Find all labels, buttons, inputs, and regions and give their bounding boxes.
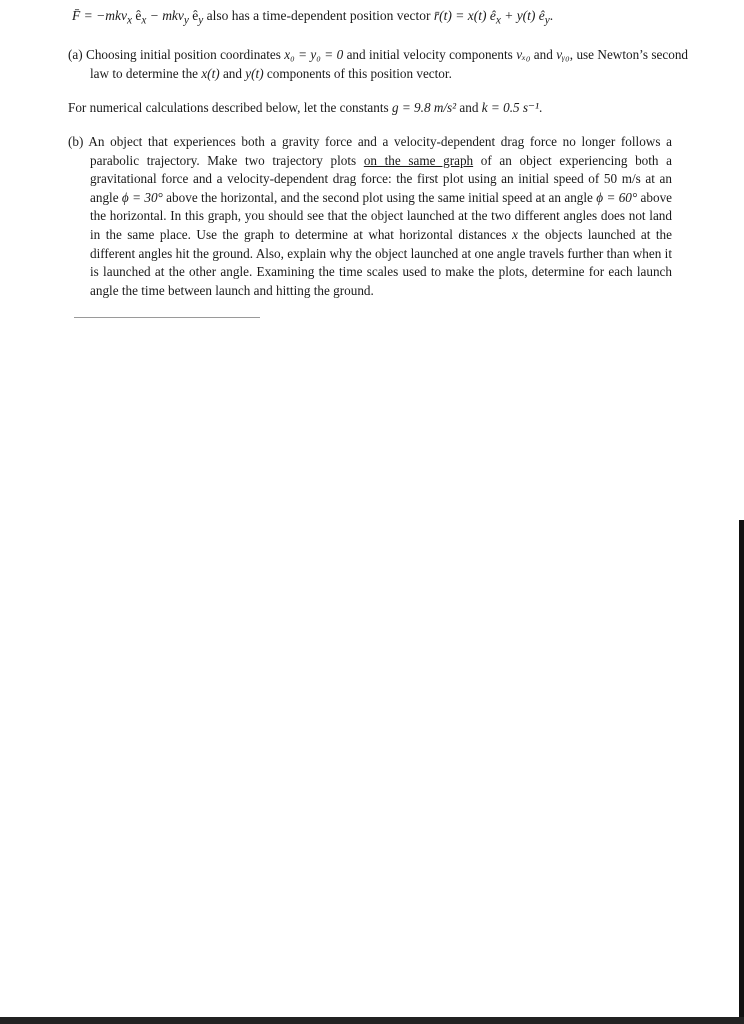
force-symbol: F̄: [72, 8, 81, 23]
part-b-paragraph: (b) An object that experiences both a gravity force and a velocity-dependent drag force no longer follows a parabolic trajectory. Make two trajectory plots on the same graph of an object experiencing both a gravitational force and a velocity-dependent drag force: the first plot using an initial speed of 50 m/s at an angle ϕ = 30° above the horizontal, and the second plot using the same initial speed at an angle ϕ = 60° above the horizontal. In this graph, you should see that the object launched at the two different angles does not land in the same place. Use the graph to determine at what horizontal distances x the objects launched at the different angles hit the ground. Also, explain why the object launched at one angle travels further than when it is launched at the other angle. Examining the time scales used to make the plots, determine for each launch angle the time between launch and hitting the ground.: [68, 134, 673, 298]
part-a-label: (a): [68, 47, 87, 62]
position-vector: r̄(t) = x(t) ê: [433, 8, 496, 23]
part-b-label: (b): [68, 134, 89, 149]
gravity-constant: g = 9.8 m/s²: [391, 100, 457, 115]
part-a-paragraph: (a) Choosing initial position coordinates x₀ = y₀ = 0 and initial velocity components vₓ₀ and vᵧ₀, use Newton’s second law to determine the x(t) and y(t) components of this position vector.: [68, 47, 689, 81]
scan-edge-bottom: [0, 1017, 744, 1024]
intro-text: also has a time-dependent position vector: [203, 8, 434, 23]
intro-line: F̄ = −mkv$_x$ $ê_x - mkv_y$ $ê_y$ also has a time-dependent position vector r̄(t) = x(t) $ê_x + y(t)$ $ê_y$.: [72, 8, 554, 27]
underlined-phrase: on the same graph: [363, 152, 474, 168]
divider-line: [74, 317, 260, 318]
constants-line: For numerical calculations described below, let the constants g = 9.8 m/s² and k = 0.5 s⁻¹.: [68, 100, 543, 115]
drag-constant: k = 0.5 s⁻¹: [481, 100, 539, 115]
scan-edge-right: [739, 520, 744, 1024]
